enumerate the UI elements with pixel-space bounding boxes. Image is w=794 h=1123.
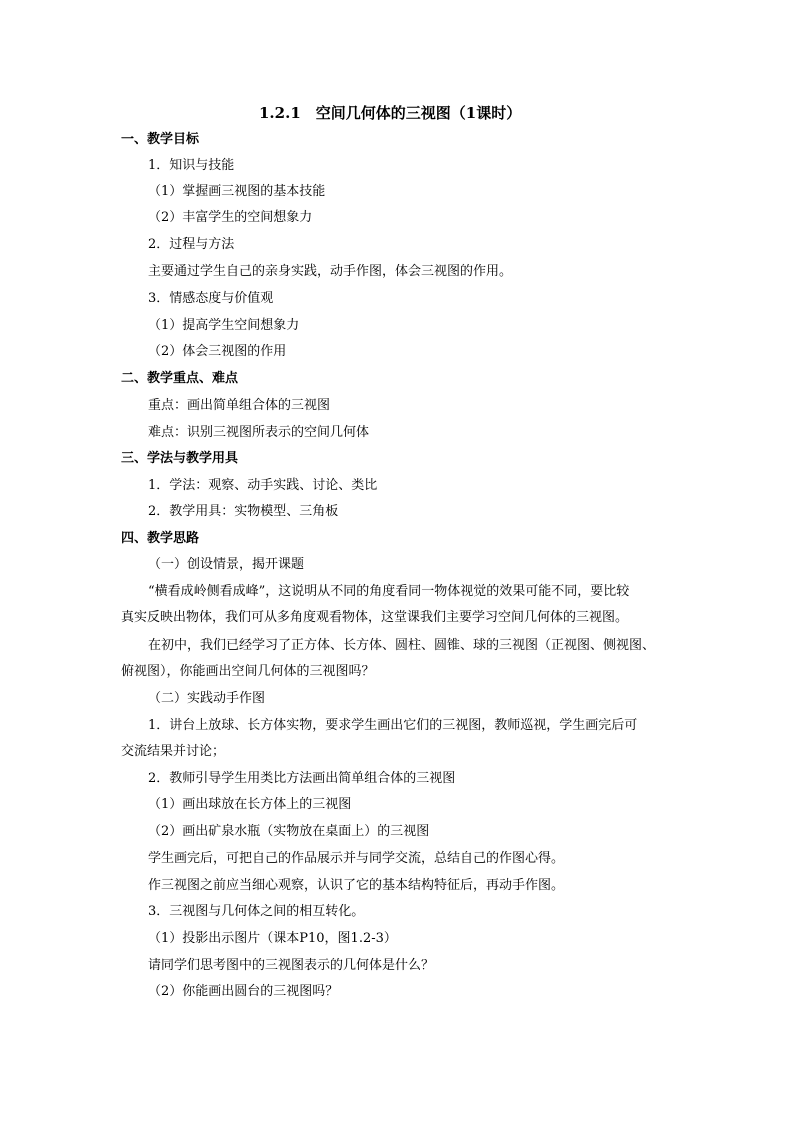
paragraph: （1）掌握画三视图的基本技能: [148, 184, 326, 199]
paragraph: 真实反映出物体，我们可从多角度观看物体，这堂课我们主要学习空间几何体的三视图。: [121, 610, 629, 625]
paragraph: （2）丰富学生的空间想象力: [148, 210, 313, 225]
paragraph: （二）实践动手作图: [148, 691, 266, 706]
paragraph: 重点：画出简单组合体的三视图: [148, 398, 331, 413]
paragraph: 作三视图之前应当细心观察，认识了它的基本结构特征后，再动手作图。: [148, 878, 565, 893]
paragraph: 2．教师引导学生用类比方法画出简单组合体的三视图: [148, 771, 456, 786]
section-heading-key-points: 二、教学重点、难点: [121, 371, 239, 386]
paragraph: 3．情感态度与价值观: [148, 291, 274, 306]
paragraph: 难点：识别三视图所表示的空间几何体: [148, 425, 370, 440]
paragraph: 俯视图），你能画出空间几何体的三视图吗？: [121, 664, 375, 679]
paragraph: 请同学们思考图中的三视图表示的几何体是什么？: [148, 958, 435, 973]
paragraph: 1．讲台上放球、长方体实物，要求学生画出它们的三视图，教师巡视，学生画完后可: [148, 718, 638, 733]
paragraph: （2）你能画出圆台的三视图吗？: [148, 984, 339, 999]
paragraph: （2）体会三视图的作用: [148, 344, 287, 359]
paragraph: “横看成岭侧看成峰”，这说明从不同的角度看同一物体视觉的效果可能不同，要比较: [148, 584, 630, 599]
paragraph: 学生画完后，可把自己的作品展示并与同学交流，总结自己的作图心得。: [148, 851, 565, 866]
paragraph: 在初中，我们已经学习了正方体、长方体、圆柱、圆锥、球的三视图（正视图、侧视图、: [148, 638, 656, 653]
section-heading-methods: 三、学法与教学用具: [121, 451, 239, 466]
paragraph: 1．学法：观察、动手实践、讨论、类比: [148, 478, 378, 493]
section-heading-objectives: 一、教学目标: [121, 132, 200, 147]
section-heading-teaching-ideas: 四、教学思路: [121, 531, 200, 546]
paragraph: 3．三视图与几何体之间的相互转化。: [148, 904, 365, 919]
paragraph: （1）投影出示图片（课本P10，图1.2-3）: [148, 931, 397, 946]
paragraph: （2）画出矿泉水瓶（实物放在桌面上）的三视图: [148, 824, 430, 839]
paragraph: （1）画出球放在长方体上的三视图: [148, 797, 352, 812]
paragraph: 主要通过学生自己的亲身实践，动手作图，体会三视图的作用。: [148, 264, 513, 279]
paragraph: 1．知识与技能: [148, 158, 235, 173]
paragraph: （一）创设情景，揭开课题: [148, 557, 305, 572]
paragraph: （1）提高学生空间想象力: [148, 318, 300, 333]
page-title: 1.2.1 空间几何体的三视图（1课时）: [259, 104, 522, 122]
paragraph: 2．过程与方法: [148, 237, 235, 252]
paragraph: 交流结果并讨论；: [121, 744, 226, 759]
paragraph: 2．教学用具：实物模型、三角板: [148, 504, 339, 519]
